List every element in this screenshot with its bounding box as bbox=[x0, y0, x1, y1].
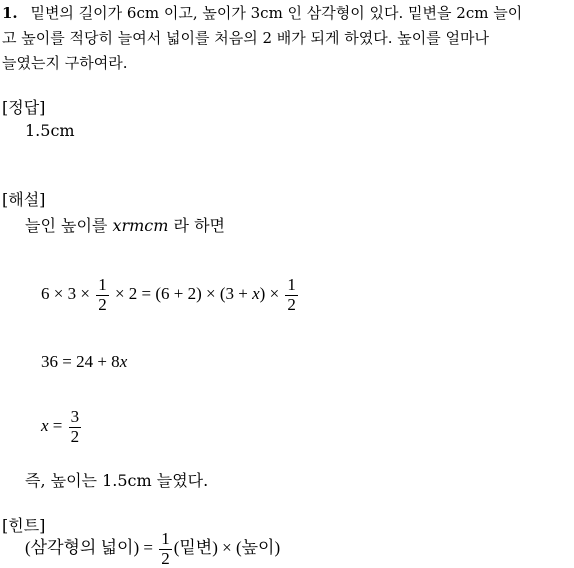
eq1-part1: 6 × 3 × bbox=[41, 284, 95, 304]
eq1-var: x bbox=[252, 284, 260, 304]
question-line-3: 늘였는지 구하여라. bbox=[2, 54, 128, 72]
question-text-1: 밑변의 길이가 6cm 이고, 높이가 3cm 인 삼각형이 있다. 밑변을 2cm 늘이 bbox=[30, 4, 523, 22]
eq2-lhs: 36 = 24 + 8 bbox=[41, 352, 120, 371]
hint-formula bbox=[25, 530, 280, 568]
question-line-2: 고 높이를 적당히 늘여서 넓이를 처음의 2 배가 되게 하였다. 높이를 얼마나 bbox=[2, 29, 489, 47]
question-line-1 bbox=[2, 2, 522, 23]
eq1-frac1-den: 2 bbox=[98, 294, 107, 314]
eq3-var: x bbox=[41, 416, 49, 436]
eq1-frac1-num: 1 bbox=[98, 275, 107, 294]
eq2-var: x bbox=[119, 352, 128, 371]
eq1-frac2-num: 1 bbox=[287, 275, 296, 294]
hint-frac-den: 2 bbox=[161, 548, 170, 568]
eq1-fraction-1 bbox=[96, 276, 109, 314]
hint-rhs: (밑변) × (높이) bbox=[173, 538, 281, 558]
eq1-frac2-den: 2 bbox=[287, 294, 296, 314]
eq3-eq: = bbox=[48, 416, 67, 436]
solution-conclusion: 즉, 높이는 1.5cm 늘였다. bbox=[25, 471, 209, 490]
eq3-frac-den: 2 bbox=[70, 426, 80, 446]
hint-fraction bbox=[159, 530, 172, 568]
solution-intro bbox=[25, 213, 225, 236]
eq3-frac-num: 3 bbox=[70, 407, 80, 426]
solution-intro-suffix: 라 하면 bbox=[168, 216, 225, 235]
solution-intro-prefix: 늘인 높이를 bbox=[25, 216, 113, 235]
eq1-part3: ) × bbox=[259, 284, 284, 304]
equation-2 bbox=[41, 352, 127, 372]
eq3-fraction bbox=[69, 408, 82, 446]
eq1-part2: × 2 = (6 + 2) × (3 + bbox=[110, 284, 253, 304]
eq1-fraction-2 bbox=[285, 276, 298, 314]
equation-1 bbox=[41, 276, 300, 314]
answer-value: 1.5cm bbox=[25, 121, 75, 140]
answer-heading: [정답] bbox=[2, 98, 46, 117]
question-number: 1. bbox=[2, 4, 18, 22]
solution-heading: [해설] bbox=[2, 190, 46, 209]
hint-heading: [힌트] bbox=[2, 516, 46, 535]
hint-lhs: (삼각형의 넓이) = bbox=[25, 538, 158, 558]
solution-intro-var: xrmcm bbox=[112, 216, 169, 235]
hint-frac-num: 1 bbox=[161, 529, 170, 548]
equation-3 bbox=[41, 408, 83, 446]
